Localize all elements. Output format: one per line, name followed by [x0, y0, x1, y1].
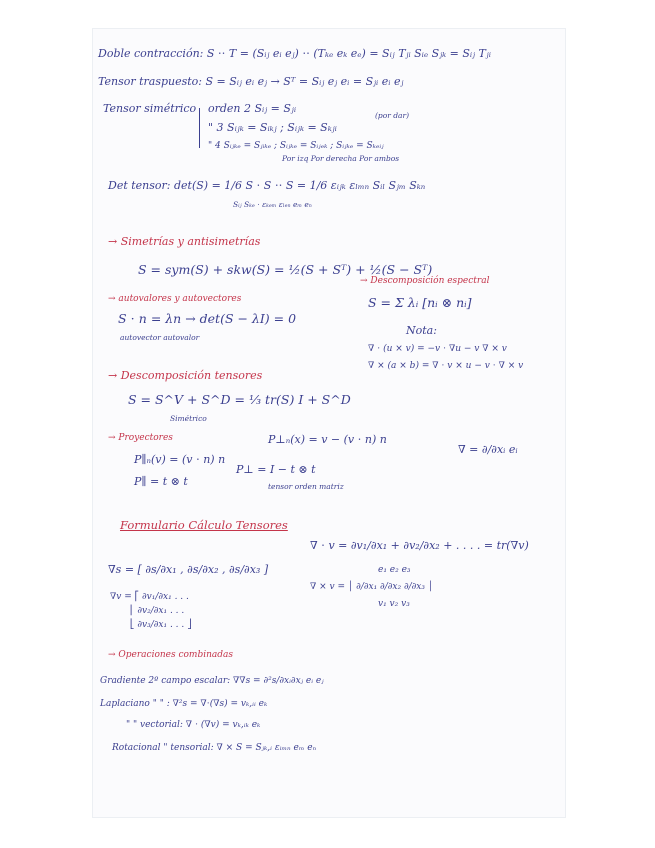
doble-contraccion: Doble contracción: S ⋅⋅ T = (Sᵢⱼ eᵢ eⱼ) ⋅⋅ (Tₖₑ eₖ eₑ) = Sᵢⱼ Tⱼᵢ Sᵢₑ Sⱼₖ = Sᵢⱼ Tⱼᵢ: [98, 47, 491, 60]
rotacional: Rotacional " tensorial: ∇ × S = Sⱼₖ,ᵢ εᵢₘₙ eₘ eₙ: [112, 743, 317, 753]
orden-3-note: (por dar): [375, 111, 409, 120]
proyectores-heading: → Proyectores: [108, 433, 173, 443]
descomp-tensor-heading: → Descomposición tensores: [108, 369, 263, 382]
descomp-tensor-note: Simétrico: [170, 414, 207, 423]
simetricas-heading: → Simetrías y antisimetrías: [108, 235, 261, 248]
nota: Nota:: [406, 324, 437, 337]
formulario-title: Formulario Cálculo Tensores: [120, 518, 288, 532]
grad-2-campo: Gradiente 2º campo escalar: ∇∇s = ∂²s/∂xᵢ∂xⱼ eᵢ eⱼ: [100, 676, 324, 686]
nota-1: ∇ ⋅ (u × v) = −v ⋅ ∇u − v ∇ × v: [368, 344, 507, 354]
sym-skw: S = sym(S) + skw(S) = ½(S + Sᵀ) + ½(S − Sᵀ): [138, 262, 433, 277]
det-tensor: Det tensor: det(S) = 1/6 S ⋅ S ⋅⋅ S = 1/6 εᵢⱼₖ εₗₘₙ Sᵢₗ Sⱼₘ Sₖₙ: [108, 179, 426, 192]
simetrico-brace: [199, 108, 200, 148]
autovalores-note: autovector autovalor: [120, 333, 200, 342]
autovalores-eq: S ⋅ n = λn → det(S − λI) = 0: [118, 311, 297, 326]
div-vector: ∇ ⋅ v = ∂v₁/∂x₁ + ∂v₂/∂x₂ + . . . . = tr(∇v): [310, 539, 529, 552]
orden-4-notes: Por izq Por derecha Por ambos: [282, 154, 400, 163]
nota-2: ∇ × (a × b) = ∇ ⋅ v × u − v ⋅ ∇ × v: [368, 361, 524, 371]
laplaciano-vectorial: " " vectorial: ∇ ⋅ (∇v) = vₖ,ᵢₖ eₖ: [126, 720, 261, 730]
tensor-simetrico-label: Tensor simétrico: [103, 102, 197, 115]
orden-3: " 3 Sᵢⱼₖ = Sᵢₖⱼ ; Sᵢⱼₖ = Sₖⱼᵢ: [208, 121, 337, 134]
proy-tensor-paralelo: P∥ = t ⊗ t: [134, 475, 188, 488]
proy-paralelo: P∥ₙ(v) = (v ⋅ n) n: [134, 453, 226, 466]
grad-vector-3: ⎣ ∂v₃/∂x₁ . . . ⎦: [130, 620, 192, 630]
curl-row-3: v₁ v₂ v₃: [378, 599, 410, 609]
descomp-tensor-eq: S = S^V + S^D = ⅓ tr(S) I + S^D: [128, 392, 351, 407]
autovalores-heading: → autovalores y autovectores: [108, 294, 242, 304]
grad-vector-1: ∇v = ⎡ ∂v₁/∂x₁ . . .: [110, 592, 189, 602]
proy-perp: P⊥ₙ(x) = v − (v ⋅ n) n: [268, 433, 387, 446]
descomp-espectral-eq: S = Σ λᵢ [nᵢ ⊗ nᵢ]: [368, 295, 472, 310]
laplaciano: Laplaciano " " : ∇²s = ∇⋅(∇s) = vₖ,ᵢᵢ eₖ: [100, 699, 268, 709]
descomp-espectral-heading: → Descomposición espectral: [360, 276, 490, 286]
grad-vector-2: ⎢ ∂v₂/∂x₁ . . .: [130, 606, 185, 616]
orden-2: orden 2 Sᵢⱼ = Sⱼᵢ: [208, 102, 297, 115]
operaciones-heading: → Operaciones combinadas: [108, 650, 234, 660]
orden-4: " 4 Sᵢⱼₖₑ = Sⱼᵢₖₑ ; Sᵢⱼₖₑ = Sᵢⱼₑₖ ; Sᵢⱼₖₑ = Sₖₑᵢⱼ: [208, 141, 384, 151]
curl-row-2: ∇ × v = │ ∂/∂x₁ ∂/∂x₂ ∂/∂x₃ │: [310, 582, 434, 592]
curl-row-1: e₁ e₂ e₃: [378, 565, 411, 575]
det-note: Sᵢⱼ Sₖₑ ⋅ εₖₑₘ εₗₑₙ eₘ eₙ: [233, 200, 312, 209]
proy-note: tensor orden matriz: [268, 482, 344, 491]
tensor-traspuesto: Tensor traspuesto: S = Sᵢⱼ eᵢ eⱼ → Sᵀ = Sᵢⱼ eⱼ eᵢ = Sⱼᵢ eᵢ eⱼ: [98, 75, 404, 88]
nabla-def: ∇ = ∂/∂xᵢ eᵢ: [458, 443, 518, 456]
proy-tensor-perp: P⊥ = I − t ⊗ t: [236, 463, 316, 476]
grad-scalar: ∇s = [ ∂s/∂x₁ , ∂s/∂x₂ , ∂s/∂x₃ ]: [108, 563, 269, 576]
